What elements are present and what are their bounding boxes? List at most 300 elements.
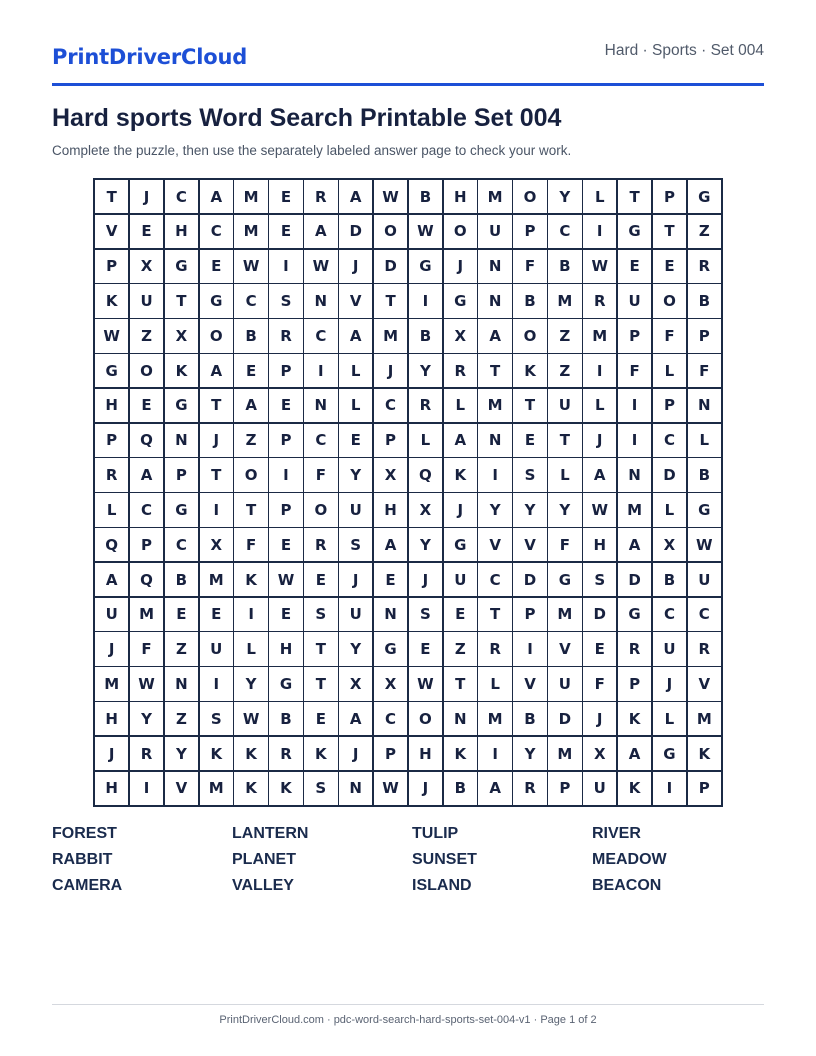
grid-cell: I (130, 772, 163, 805)
grid-cell: P (269, 354, 302, 387)
grid-cell: B (513, 284, 546, 317)
grid-cell: T (95, 180, 128, 213)
grid-cell: M (548, 598, 581, 631)
grid-cell: E (513, 424, 546, 457)
grid-cell: R (583, 284, 616, 317)
grid-cell: G (688, 493, 721, 526)
grid-cell: D (618, 563, 651, 596)
grid-cell: J (339, 737, 372, 770)
grid-cell: J (583, 424, 616, 457)
grid-cell: R (688, 632, 721, 665)
grid-cell: U (688, 563, 721, 596)
grid-cell: I (304, 354, 337, 387)
grid-cell: M (548, 737, 581, 770)
word-list-item: ISLAND (412, 877, 472, 894)
grid-cell: B (234, 319, 267, 352)
grid-cell: W (95, 319, 128, 352)
grid-cell: T (444, 667, 477, 700)
grid-cell: T (478, 598, 511, 631)
grid-cell: I (478, 458, 511, 491)
grid-cell: H (374, 493, 407, 526)
grid-cell: L (339, 389, 372, 422)
grid-cell: F (130, 632, 163, 665)
grid-cell: O (653, 284, 686, 317)
grid-cell: A (234, 389, 267, 422)
grid-cell: P (95, 424, 128, 457)
grid-cell: I (653, 772, 686, 805)
grid-cell: B (444, 772, 477, 805)
grid-cell: G (269, 667, 302, 700)
grid-cell: Y (548, 180, 581, 213)
grid-cell: M (583, 319, 616, 352)
grid-cell: L (234, 632, 267, 665)
grid-cell: S (200, 702, 233, 735)
grid-cell: E (200, 250, 233, 283)
grid-cell: V (95, 215, 128, 248)
grid-cell: A (95, 563, 128, 596)
grid-cell: Z (234, 424, 267, 457)
grid-cell: A (478, 319, 511, 352)
grid-cell: Y (339, 632, 372, 665)
grid-cell: E (653, 250, 686, 283)
grid-cell: I (478, 737, 511, 770)
grid-cell: Y (548, 493, 581, 526)
grid-cell: W (583, 250, 616, 283)
grid-cell: E (583, 632, 616, 665)
grid-cell: Z (165, 632, 198, 665)
grid-cell: E (269, 215, 302, 248)
grid-cell: R (304, 180, 337, 213)
grid-cell: I (269, 250, 302, 283)
grid-cell: I (583, 215, 616, 248)
grid-cell: D (339, 215, 372, 248)
grid-cell: P (688, 319, 721, 352)
grid-cell: C (548, 215, 581, 248)
grid-cell: T (653, 215, 686, 248)
grid-cell: S (583, 563, 616, 596)
grid-cell: B (653, 563, 686, 596)
grid-cell: V (478, 528, 511, 561)
grid-cell: N (688, 389, 721, 422)
grid-cell: W (374, 180, 407, 213)
grid-cell: Z (548, 354, 581, 387)
grid-cell: H (165, 215, 198, 248)
grid-cell: L (653, 702, 686, 735)
grid-cell: D (583, 598, 616, 631)
grid-cell: Y (513, 493, 546, 526)
grid-cell: U (583, 772, 616, 805)
grid-cell: C (478, 563, 511, 596)
grid-cell: A (478, 772, 511, 805)
grid-cell: H (95, 389, 128, 422)
grid-cell: W (409, 667, 442, 700)
grid-cell: P (130, 528, 163, 561)
grid-cell: P (653, 389, 686, 422)
grid-cell: E (304, 702, 337, 735)
grid-cell: P (374, 424, 407, 457)
grid-cell: W (583, 493, 616, 526)
grid-cell: F (304, 458, 337, 491)
grid-cell: U (653, 632, 686, 665)
grid-cell: C (165, 180, 198, 213)
grid-cell: U (339, 493, 372, 526)
grid-cell: P (618, 667, 651, 700)
grid-cell: T (548, 424, 581, 457)
grid-cell: W (409, 215, 442, 248)
grid-cell: C (304, 319, 337, 352)
grid-cell: N (478, 250, 511, 283)
grid-cell: B (165, 563, 198, 596)
grid-cell: D (548, 702, 581, 735)
grid-cell: P (688, 772, 721, 805)
grid-cell: N (374, 598, 407, 631)
grid-cell: E (269, 598, 302, 631)
grid-cell: X (374, 667, 407, 700)
grid-cell: C (653, 598, 686, 631)
grid-cell: A (339, 702, 372, 735)
grid-cell: B (513, 702, 546, 735)
grid-cell: E (234, 354, 267, 387)
grid-cell: V (165, 772, 198, 805)
grid-cell: L (653, 354, 686, 387)
grid-cell: E (339, 424, 372, 457)
grid-cell: U (548, 667, 581, 700)
word-list-item: TULIP (412, 825, 459, 842)
grid-cell: G (688, 180, 721, 213)
grid-cell: K (444, 458, 477, 491)
grid-cell: V (339, 284, 372, 317)
grid-cell: G (444, 528, 477, 561)
grid-cell: Z (165, 702, 198, 735)
grid-cell: X (653, 528, 686, 561)
grid-cell: K (165, 354, 198, 387)
grid-cell: A (304, 215, 337, 248)
grid-cell: T (618, 180, 651, 213)
grid-cell: J (130, 180, 163, 213)
grid-cell: K (234, 563, 267, 596)
grid-cell: C (688, 598, 721, 631)
grid-cell: E (374, 563, 407, 596)
grid-cell: P (165, 458, 198, 491)
grid-cell: R (95, 458, 128, 491)
grid-cell: K (304, 737, 337, 770)
grid-cell: L (95, 493, 128, 526)
grid-cell: M (478, 180, 511, 213)
grid-cell: F (513, 250, 546, 283)
page-title: Hard sports Word Search Printable Set 004 (52, 104, 562, 132)
grid-cell: C (653, 424, 686, 457)
grid-cell: M (478, 389, 511, 422)
grid-cell: W (374, 772, 407, 805)
grid-cell: S (269, 284, 302, 317)
grid-cell: K (200, 737, 233, 770)
grid-cell: L (688, 424, 721, 457)
grid-cell: N (165, 424, 198, 457)
grid-cell: J (374, 354, 407, 387)
grid-cell: S (409, 598, 442, 631)
grid-cell: G (618, 215, 651, 248)
grid-cell: I (269, 458, 302, 491)
grid-cell: K (513, 354, 546, 387)
grid-cell: S (304, 772, 337, 805)
grid-cell: X (339, 667, 372, 700)
grid-cell: S (339, 528, 372, 561)
grid-cell: M (478, 702, 511, 735)
grid-cell: E (409, 632, 442, 665)
grid-cell: M (234, 180, 267, 213)
grid-cell: C (165, 528, 198, 561)
grid-cell: F (548, 528, 581, 561)
grid-cell: T (304, 632, 337, 665)
grid-cell: K (234, 737, 267, 770)
grid-cell: F (688, 354, 721, 387)
grid-cell: L (409, 424, 442, 457)
grid-cell: P (374, 737, 407, 770)
grid-cell: N (339, 772, 372, 805)
word-search-grid (93, 178, 723, 807)
grid-cell: B (269, 702, 302, 735)
grid-cell: E (444, 598, 477, 631)
grid-cell: U (444, 563, 477, 596)
grid-cell: J (95, 632, 128, 665)
grid-cell: H (95, 772, 128, 805)
grid-cell: H (583, 528, 616, 561)
grid-cell: S (304, 598, 337, 631)
grid-cell: E (269, 389, 302, 422)
grid-cell: V (548, 632, 581, 665)
grid-cell: W (688, 528, 721, 561)
grid-cell: Z (444, 632, 477, 665)
grid-cell: Z (130, 319, 163, 352)
grid-cell: T (513, 389, 546, 422)
grid-cell: W (269, 563, 302, 596)
grid-cell: A (583, 458, 616, 491)
word-list-item: VALLEY (232, 877, 294, 894)
grid-cell: H (95, 702, 128, 735)
grid-cell: X (130, 250, 163, 283)
grid-cell: Z (688, 215, 721, 248)
grid-cell: C (374, 702, 407, 735)
grid-cell: J (339, 250, 372, 283)
grid-cell: F (653, 319, 686, 352)
grid-cell: R (130, 737, 163, 770)
footer: PrintDriverCloud.com · pdc-word-search-hard-sports-set-004-v1 · Page 1 of 2 (219, 1014, 597, 1026)
grid-cell: A (200, 180, 233, 213)
word-list-item: SUNSET (412, 851, 477, 868)
grid-cell: T (200, 458, 233, 491)
grid-cell: D (653, 458, 686, 491)
grid-cell: E (130, 215, 163, 248)
grid-cell: P (269, 493, 302, 526)
grid-cell: D (513, 563, 546, 596)
grid-cell: T (234, 493, 267, 526)
grid-cell: Y (165, 737, 198, 770)
grid-cell: P (513, 215, 546, 248)
grid-cell: W (304, 250, 337, 283)
grid-cell: H (269, 632, 302, 665)
grid-cell: E (269, 528, 302, 561)
grid-cell: G (374, 632, 407, 665)
grid-cell: P (548, 772, 581, 805)
word-list-item: CAMERA (52, 877, 123, 894)
grid-cell: I (618, 424, 651, 457)
word-list-item: RABBIT (52, 851, 113, 868)
grid-cell: K (688, 737, 721, 770)
grid-cell: V (513, 667, 546, 700)
grid-cell: B (548, 250, 581, 283)
word-list-item: LANTERN (232, 825, 309, 842)
grid-cell: Q (409, 458, 442, 491)
grid-cell: J (409, 563, 442, 596)
grid-cell: T (478, 354, 511, 387)
grid-cell: N (444, 702, 477, 735)
grid-cell: F (618, 354, 651, 387)
grid-cell: R (269, 319, 302, 352)
grid-cell: C (234, 284, 267, 317)
grid-cell: I (200, 493, 233, 526)
grid-cell: E (165, 598, 198, 631)
grid-cell: R (513, 772, 546, 805)
grid-cell: A (200, 354, 233, 387)
grid-cell: R (444, 354, 477, 387)
grid-cell: X (444, 319, 477, 352)
grid-cell: X (409, 493, 442, 526)
grid-cell: M (374, 319, 407, 352)
grid-cell: F (234, 528, 267, 561)
grid-cell: C (304, 424, 337, 457)
grid-cell: Y (478, 493, 511, 526)
grid-cell: Y (409, 354, 442, 387)
grid-cell: R (304, 528, 337, 561)
grid-cell: T (200, 389, 233, 422)
grid-cell: Y (513, 737, 546, 770)
grid-cell: P (618, 319, 651, 352)
grid-cell: M (95, 667, 128, 700)
header-divider (52, 83, 764, 86)
grid-cell: Y (234, 667, 267, 700)
grid-cell: C (200, 215, 233, 248)
grid-cell: P (95, 250, 128, 283)
grid-cell: X (165, 319, 198, 352)
grid-cell: M (618, 493, 651, 526)
grid-cell: G (200, 284, 233, 317)
grid-cell: Y (130, 702, 163, 735)
grid-cell: M (130, 598, 163, 631)
grid-cell: A (374, 528, 407, 561)
grid-cell: U (130, 284, 163, 317)
grid-cell: V (688, 667, 721, 700)
grid-cell: Q (95, 528, 128, 561)
grid-cell: T (165, 284, 198, 317)
grid-cell: P (653, 180, 686, 213)
grid-cell: O (513, 319, 546, 352)
grid-cell: D (374, 250, 407, 283)
grid-cell: J (339, 563, 372, 596)
word-list (52, 825, 764, 903)
grid-cell: O (374, 215, 407, 248)
grid-cell: K (444, 737, 477, 770)
grid-cell: N (478, 284, 511, 317)
grid-cell: L (548, 458, 581, 491)
grid-cell: O (513, 180, 546, 213)
grid-cell: Y (409, 528, 442, 561)
grid-cell: T (374, 284, 407, 317)
grid-cell: R (478, 632, 511, 665)
grid-cell: E (130, 389, 163, 422)
grid-cell: N (165, 667, 198, 700)
grid-cell: H (409, 737, 442, 770)
grid-cell: N (478, 424, 511, 457)
grid-cell: B (409, 180, 442, 213)
grid-cell: L (478, 667, 511, 700)
grid-cell: K (95, 284, 128, 317)
grid-cell: S (513, 458, 546, 491)
grid-cell: E (304, 563, 337, 596)
page-subtitle: Complete the puzzle, then use the separately labeled answer page to check your work. (52, 143, 572, 158)
grid-cell: G (95, 354, 128, 387)
grid-cell: G (409, 250, 442, 283)
grid-cell: O (200, 319, 233, 352)
grid-cell: X (374, 458, 407, 491)
grid-cell: N (304, 284, 337, 317)
grid-cell: E (618, 250, 651, 283)
grid-cell: J (444, 493, 477, 526)
word-list-item: RIVER (592, 825, 641, 842)
grid-cell: J (409, 772, 442, 805)
grid-cell: O (444, 215, 477, 248)
grid-cell: G (165, 389, 198, 422)
grid-cell: G (165, 493, 198, 526)
footer-divider (52, 1004, 764, 1005)
grid-cell: I (513, 632, 546, 665)
grid-cell: N (618, 458, 651, 491)
grid-cell: J (653, 667, 686, 700)
grid-cell: G (444, 284, 477, 317)
grid-cell: I (409, 284, 442, 317)
grid-cell: P (269, 424, 302, 457)
grid-cell: R (269, 737, 302, 770)
grid-cell: N (304, 389, 337, 422)
word-list-item: PLANET (232, 851, 296, 868)
grid-cell: U (618, 284, 651, 317)
grid-cell: Q (130, 563, 163, 596)
grid-cell: J (95, 737, 128, 770)
grid-cell: Z (548, 319, 581, 352)
grid-cell: O (409, 702, 442, 735)
grid-cell: A (618, 737, 651, 770)
grid-cell: L (444, 389, 477, 422)
grid-cell: L (653, 493, 686, 526)
grid-cell: U (95, 598, 128, 631)
grid-cell: E (200, 598, 233, 631)
grid-cell: E (269, 180, 302, 213)
grid-cell: A (618, 528, 651, 561)
grid-cell: C (130, 493, 163, 526)
grid-cell: O (304, 493, 337, 526)
grid-cell: J (200, 424, 233, 457)
grid-cell: U (200, 632, 233, 665)
grid-cell: U (548, 389, 581, 422)
word-list-item: FOREST (52, 825, 117, 842)
grid-cell: O (130, 354, 163, 387)
word-list-item: BEACON (592, 877, 662, 894)
grid-cell: Q (130, 424, 163, 457)
grid-cell: A (339, 180, 372, 213)
grid-cell: M (688, 702, 721, 735)
grid-cell: K (618, 702, 651, 735)
grid-cell: T (304, 667, 337, 700)
grid-cell: L (339, 354, 372, 387)
